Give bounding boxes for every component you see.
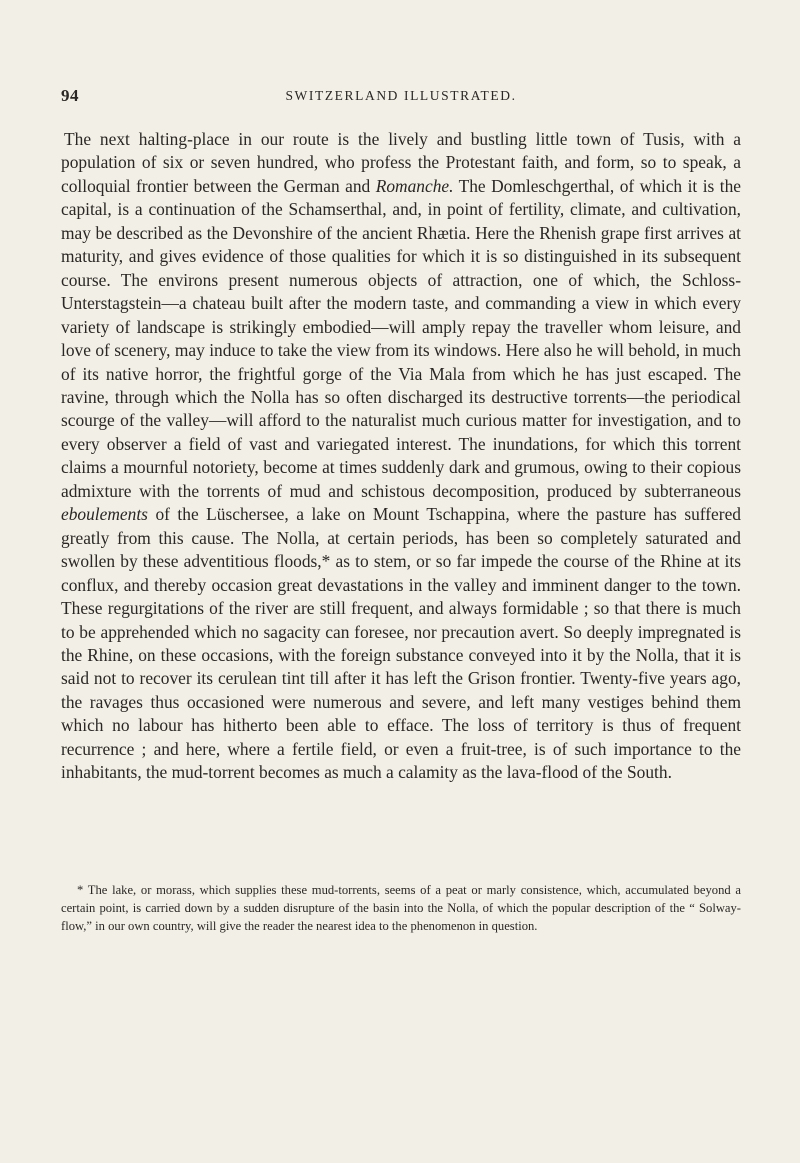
italic-term-romanche: Romanche. [375,175,454,196]
paragraph-text-part-2: The Domleschgerthal, of which it is the capital, is a continuation of the Schamserthal, and, in point of fertility, climate, and cultivation, may be described as the Devonshire of the ancient Rhætia. Here the Rhenish grape first arrives at maturity, and gives evidence of those qualities for which it is so distinguished in its subsequent course. The environs present numerous objects of attraction, one of which, the Schloss-Unterstagstein—a chateau built after the modern taste, and commanding a view in which every variety of landscape is strikingly embodied—will amply repay the traveller whom leisure, and love of scenery, may induce to take the view from its windows. Here also he will behold, in much of its native horror, the frightful gorge of the Via Mala from which he has just escaped. The ravine, through which the Nolla has so often discharged its destructive torrents—the periodical scourge of the valley—will afford to the naturalist much curious matter for investigation, and to every observer a field of vast and variegated interest. The inundations, for which this torrent claims a mournful notoriety, become at times suddenly dark and grumous, owing to their copious admixture with the torrents of mud and schistous decomposition, produced by subterraneous [61,175,741,501]
running-title: SWITZERLAND ILLUSTRATED. [285,88,517,103]
paragraph-text-part-1: The next halting-place in our route is the lively and bustling little town of Tusis, with a population of six or seven hundred, who profess the Protestant faith, and form, so to speak, a colloquial frontier between the German and [61,129,741,196]
italic-term-eboulements: eboulements [61,504,148,525]
main-paragraph [61,128,741,785]
page-number: 94 [61,86,79,105]
footnote: * The lake, or morass, which supplies these mud-torrents, seems of a peat or marly consistence, which, accumulated beyond a certain point, is carried down by a sudden disruptu​re of the basin into the Nolla, of which the popular description of the “ Solway-flow,” in our own country, will give the reader the nearest idea to the phenomenon in question. [61,883,741,933]
paragraph-text-part-3: of the Lüschersee, a lake on Mount Tschappina, where the pasture has suffered greatly from this cause. The Nolla, at certain periods, has been so completely saturated and swollen by these adventitious floods,* as to stem, or so far impede the course of the Rhine at its conflux, and thereby occasion great devastations in the valley and imminent danger to the town. These regurgitations of the river are still frequent, and always formidable ; so that there is much to be apprehended which no sagacity can foresee, nor precaution avert. So deeply impregnated is the Rhine, on these occasions, with the foreign substance conveyed into it by the Nolla, that it is said not to recover its cerulean tint till after it has left the Grison frontier. Twenty-five years ago, the ravages thus occasioned were numerous and severe, and left many vestiges behind them which no labour has hitherto been able to efface. The loss of territory is thus of frequent recurrence ; and here, where a fertile field, or even a fruit-tree, is of such importance to the inhabitants, the mud-torrent becomes as much a calamity as the lava-flood of the South. [61,504,741,783]
running-head [61,86,741,108]
